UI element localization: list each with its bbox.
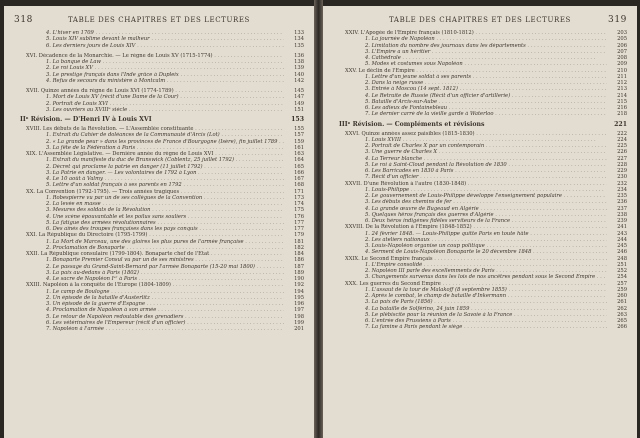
toc-line-page: 181 (294, 238, 304, 245)
toc-line-text: 4. Le Retraite de Russie (Récit d'un officier d'artillerie) . . . (335, 93, 607, 99)
toc-line-page: 133 (294, 30, 304, 36)
toc-line-text: 3. Le prestige français dans l'Inde grâce à Dupleix . . . (16, 72, 284, 78)
toc-line-page: 138 (294, 59, 304, 65)
toc-line-page: 184 (294, 251, 304, 257)
toc-line-page: 222 (617, 130, 627, 137)
toc-line-text: 5. Lettre d'un soldat français à ses parents en 1792 . . . (16, 182, 284, 188)
toc-line-text: 6. L'entrée des Prussiens à Paris . . . (335, 318, 607, 324)
left-page-number: 318 (14, 15, 33, 25)
toc-line-text: 3. Entrée à Moscou (14 sept. 1812) . . . (335, 86, 607, 92)
toc-line-page: 248 (617, 255, 627, 262)
toc-line-page: 241 (617, 224, 627, 231)
toc-line-text: 1. Mort de Louis XV (récit d'une Dame de la Cour) . . . (16, 94, 284, 100)
toc-line-page: 266 (617, 324, 627, 331)
toc-line-text: 3. Une guerre de Charles X . . . (335, 149, 607, 155)
toc-line-page: 167 (294, 176, 304, 182)
toc-line-page: 135 (294, 42, 304, 49)
toc-line-page: 190 (294, 276, 304, 282)
toc-line-text: XXIX. Le Second Empire français . . . (335, 256, 607, 262)
toc-line-text: 1. Extrait du manifeste du duc de Brunswick (Coblentz, 25 juillet 1792) . . . (16, 157, 284, 163)
toc-line-text: 4. Refus de secours du ministère à Montcalm . . . (16, 78, 284, 84)
toc-line-page: 228 (617, 161, 627, 168)
toc-line-page: 237 (617, 205, 627, 212)
toc-line-text: 1. Extrait du Cahier de doléances de la Communauté d'Arcis (Lot) . . . (16, 132, 284, 138)
toc-line-text: XVIII. Les débuts de la Révolution. — L'Assemblée constituante . . . (16, 126, 284, 132)
toc-line-text: 7. Napoléon à l'armée . . . (16, 326, 284, 332)
toc-line-page: 225 (617, 143, 627, 149)
toc-line-page: 198 (294, 313, 304, 320)
toc-line-page: 218 (617, 111, 627, 118)
toc-line-text: 4. Serment de Louis-Napoléon Bonaparte le 20 décembre 1848 . . . (335, 249, 607, 255)
toc-line-text: 2. « La grande peur » dans les provinces de France d'Bourgogne (Isère), fin juillet 1789 . . . (16, 139, 284, 145)
toc-line-page: 197 (294, 307, 304, 314)
toc-line-text: IIᵉ Révision. — D'Henri IV à Louis XVI (20, 116, 152, 123)
toc-line-page: 166 (294, 169, 304, 176)
toc-line-text: 4. La grande œuvre de Bugeaud en Algérie . . . (335, 206, 607, 212)
toc-line-text: 3. L'Empire a un héritier . . . (335, 49, 607, 55)
toc-line-text: 4. Proclamation de Napoléon à son armée . . . (16, 307, 284, 313)
left-running-title: TABLE DES CHAPITRES ET DES LECTURES (68, 16, 250, 24)
toc-line-text: XXII. La République consulaire (1799-1804). Bonaparte chef de l'État . . . (16, 251, 284, 257)
toc-line-page: 199 (294, 319, 304, 326)
toc-line-text: 3. Changements survenus dans les lois de nos ancêtres pendant sous le Second Empire . . . (335, 274, 607, 280)
toc-line-text: XXVII. D'une Révolution à l'autre (1830-1848) . . . (335, 181, 607, 187)
toc-line-page: 203 (617, 30, 627, 36)
toc-line-text: 5. Le roi à Saint-Cloud pendant la Révolution de 1830 . . . (335, 162, 607, 168)
toc-line-page: 182 (294, 244, 304, 251)
toc-line-text: XVII. Quinze années du règne de Louis XVI (1774-1789) . . . (16, 88, 284, 94)
toc-line-text: 1. L'assaut de la tour de Malakoff (8 septembre 1855) . . . (335, 287, 607, 293)
toc-line-text: 6. Les adieux de Fontainebleau . . . (335, 105, 607, 111)
right-running-title: TABLE DES CHAPITRES ET DES LECTURES (389, 16, 571, 24)
toc-line-page: 149 (294, 100, 304, 107)
toc-line-text: XXI. La République du Directoire (1795-1799) . . . (16, 232, 284, 238)
toc-line-text: XXV. Le déclin de l'Empire . . . (335, 68, 607, 74)
toc-line-text: 3. Louis-Napoléon organise un coup politique . . . (335, 243, 607, 249)
toc-line-page: 236 (617, 199, 627, 206)
toc-line-page: 210 (617, 67, 627, 74)
toc-line-text: 3. Un épisode de la guerre d'Espagne . . . (16, 301, 284, 307)
toc-line-page: 239 (617, 218, 627, 224)
toc-line-page: 230 (617, 174, 627, 181)
toc-line-page: 179 (294, 232, 304, 239)
toc-line-page: 168 (294, 182, 304, 189)
toc-line-page: 176 (294, 213, 304, 220)
toc-line-text: 1. Le camp de Boulogne . . . (16, 289, 284, 295)
toc-line-page: 232 (617, 180, 627, 187)
toc-line-page: 163 (294, 151, 304, 157)
toc-line-text: 2. Décret qui proclame la patrie en danger (11 juillet 1792) . . . (16, 164, 284, 170)
toc-line-page: 177 (294, 219, 304, 226)
toc-line-page: 224 (617, 136, 627, 143)
toc-line-page: 229 (617, 168, 627, 174)
toc-line-text: 3. La paix de Paris (1856) . . . (335, 299, 607, 305)
toc-line-page: 252 (617, 268, 627, 274)
toc-line-text: XX. La Convention (1792-1795). — Trois années tragiques . . . (16, 189, 284, 195)
toc-line-page: 209 (617, 61, 627, 68)
toc-line-page: 214 (617, 92, 627, 99)
toc-line-text: 5. Modes et costumes sous Napoléon . . . (335, 61, 607, 67)
toc-line-text: 2. Proclamation de Bonaparte . . . (16, 245, 284, 251)
toc-line-page: 196 (294, 301, 304, 307)
toc-line-text: 2. Le roi Louis XV . . . (16, 65, 284, 71)
toc-line-page: 175 (294, 207, 304, 214)
toc-line-page: 261 (617, 299, 627, 306)
toc-line-page: 212 (617, 80, 627, 86)
toc-line-text: XXIV. L'Apogée de l'Empire français (1810-1812) . . . (335, 30, 607, 36)
toc-line-text: 2. Un épisode de la bataille d'Austerlitz . . . (16, 295, 284, 301)
toc-line-page: 171 (294, 188, 304, 195)
toc-line-page: 211 (617, 73, 627, 80)
toc-line-text: XXX. Les guerres du Second Empire . . . (335, 281, 607, 287)
right-page (323, 6, 637, 438)
toc-line-text: IIIᵉ Révision. — Compléments et révisions (339, 120, 485, 128)
toc-line-page: 208 (617, 55, 627, 61)
toc-line-text: 4. Cathédrale . . . (335, 55, 607, 61)
toc-entry (16, 326, 304, 332)
toc-line-page: 265 (617, 318, 627, 324)
toc-line-text: 2. La levée en masse . . . (16, 201, 284, 207)
toc-line-text: 3. La fête de la Fédération à Paris . . . (16, 145, 284, 151)
toc-entry (335, 324, 627, 330)
toc-line-text: 7. La famine à Paris pendant le siège . . . (335, 324, 607, 330)
toc-line-page: 260 (617, 293, 627, 299)
toc-line-page: 215 (617, 98, 627, 105)
toc-line-page: 254 (617, 274, 627, 281)
toc-line-page: 155 (294, 126, 304, 132)
toc-line-page: 187 (294, 263, 304, 270)
toc-line-text: 6. Deux héros indigènes fidèles serviteurs de la France . . . (335, 218, 607, 224)
toc-line-page: 134 (294, 36, 304, 43)
toc-line-page: 201 (294, 326, 304, 332)
toc-line-text: 5. Louis XIV sublime devant le malheur . . . (16, 36, 284, 42)
toc-line-text: 3. La Patrie en danger. — Les volontaires de 1792 à Lyon . . . (16, 170, 284, 176)
toc-line-text: 2. Portrait de Charles X par un contemporain . . . (335, 143, 607, 149)
toc-line-text: 4. Le sacre de Napoléon Iᵉʳ à Paris . . . (16, 276, 284, 282)
toc-line-page: 207 (617, 48, 627, 55)
toc-line-page: 245 (617, 243, 627, 249)
toc-line-text: 5. La fatigue des armées révolutionnaires . . . (16, 220, 284, 226)
toc-line-page: 189 (294, 269, 304, 276)
toc-line-text: 2. Les ateliers nationaux . . . (335, 237, 607, 243)
toc-line-text: 3. Les débuts des chemins de fer . . . (335, 199, 607, 205)
left-toc-list (16, 30, 304, 434)
toc-line-page: 213 (617, 86, 627, 93)
toc-line-text: 6. Des aînés des troupes françaises dans les pays conquis . . . (16, 226, 284, 232)
toc-line-page: 147 (294, 94, 304, 101)
toc-line-page: 259 (617, 286, 627, 293)
toc-line-page: 153 (291, 116, 304, 123)
toc-line-text: 7. Le dernier carré de la vieille garde à Waterloo . . . (335, 111, 607, 117)
toc-line-page: 159 (294, 138, 304, 145)
toc-line-text: 1. Lettre d'un jeune soldat à ses parents . . . (335, 74, 607, 80)
toc-line-page: 206 (617, 42, 627, 49)
toc-line-text: 4. Une scène épouvantable et les poilus sans souliers . . . (16, 214, 284, 220)
toc-line-text: 1. Louis-Philippe . . . (335, 187, 607, 193)
toc-line-page: 164 (294, 157, 304, 164)
toc-line-text: 5. Quelques hêros français des guerres d'Algérie . . . (335, 212, 607, 218)
toc-line-page: 139 (294, 65, 304, 72)
toc-line-text: 6. Les derniers jours de Louis XIV . . . (16, 43, 284, 49)
toc-line-text: 4. La Terreur blanche . . . (335, 156, 607, 162)
toc-line-text: 7. Récit d'un officier . . . (335, 174, 607, 180)
toc-line-text: 5. Le retour de Napoléon redoutable des grenadiers . . . (16, 314, 284, 320)
toc-line-page: 194 (294, 288, 304, 295)
toc-line-page: 226 (617, 149, 627, 156)
toc-line-text: 2. Napoléon III parle des excellemments de Paris . . . (335, 268, 607, 274)
toc-line-page: 195 (294, 294, 304, 301)
toc-line-text: 4. La bataille de Solférino, 24 juin 1859 . . . (335, 306, 607, 312)
toc-line-page: 157 (294, 132, 304, 139)
toc-part-heading (335, 118, 627, 131)
toc-line-page: 244 (617, 236, 627, 243)
toc-line-text: 2. Dans la neige russe . . . (335, 80, 607, 86)
toc-line-page: 243 (617, 230, 627, 237)
toc-line-page: 136 (294, 52, 304, 59)
toc-line-page: 174 (294, 201, 304, 207)
toc-line-text: 1. 24 février 1848. — Louis-Philippe quitte Paris en toute hâte . . . (335, 231, 607, 237)
toc-line-text: XXVI. Quinze années assez paisibles (1815-1830) . . . (335, 131, 607, 137)
toc-line-text: 1. Louis XVIII . . . (335, 137, 607, 143)
right-toc-list (335, 30, 627, 434)
toc-line-page: 262 (617, 305, 627, 312)
toc-line-text: 3. Mesures des soldats de la Révolution . . . (16, 207, 284, 213)
toc-line-page: 246 (617, 249, 627, 256)
toc-line-page: 251 (617, 261, 627, 268)
toc-line-text: 1. Robespierre vu par un de ses collègues de la Convention . . . (16, 195, 284, 201)
toc-line-text: 1. La Mort de Marceau, une des gloires les plus pures de l'armée française . . . (16, 239, 284, 245)
toc-line-page: 234 (617, 186, 627, 193)
toc-line-page: 161 (294, 144, 304, 151)
left-page (4, 6, 314, 438)
toc-line-text: 6. Les vétérinaires de l'Empereur (récit d'un officier) . . . (16, 320, 284, 326)
right-page-header (333, 16, 627, 26)
toc-line-text: 2. Portrait de Louis XVI . . . (16, 101, 284, 107)
toc-line-page: 205 (617, 36, 627, 43)
toc-line-text: 1. Bonaparte Premier Consul vu par un de ses ministres . . . (16, 257, 284, 263)
book-gutter (314, 0, 323, 438)
toc-line-text: 1. L'Empire consolidé . . . (335, 262, 607, 268)
toc-line-text: 6. Les Barricades en 1830 à Paris . . . (335, 168, 607, 174)
toc-line-text: 1. La banque de Law . . . (16, 59, 284, 65)
toc-line-text: 2. Le gouvernement de Louis-Philippe développe l'enseignement populaire . . . (335, 193, 607, 199)
toc-line-page: 221 (614, 120, 627, 128)
toc-line-text: XXIII. Napoléon à la conquête de l'Europe (1804-1809) . . . (16, 282, 284, 288)
toc-line-page: 165 (294, 163, 304, 170)
toc-line-text: 5. Le plébiscite pour la réunion de la Savoie à la France . . . (335, 312, 607, 318)
toc-line-page: 186 (294, 257, 304, 264)
toc-line-page: 257 (617, 280, 627, 287)
toc-line-text: 4. L'hiver en 1709 . . . (16, 30, 284, 36)
toc-line-page: 145 (294, 88, 304, 94)
toc-line-page: 142 (294, 77, 304, 84)
toc-line-page: 235 (617, 193, 627, 199)
toc-line-page: 177 (294, 226, 304, 232)
toc-line-page: 140 (294, 71, 304, 78)
toc-line-page: 263 (617, 311, 627, 318)
toc-line-text: 4. Le 10 août à Valmy . . . (16, 176, 284, 182)
toc-line-text: XXVIII. De la Révolution à l'Empire (1848-1852) . . . (335, 224, 607, 230)
toc-line-text: 3. La paix au-dedans à Paris (1802) . . . (16, 270, 284, 276)
toc-line-page: 192 (294, 282, 304, 289)
toc-line-page: 151 (294, 106, 304, 113)
toc-part-heading (16, 113, 304, 126)
left-page-header (14, 16, 304, 26)
toc-line-page: 173 (294, 194, 304, 201)
toc-line-text: 3. Les ouvriers au XVIIIᵉ siècle . . . (16, 107, 284, 113)
right-page-number: 319 (608, 15, 627, 25)
toc-line-text: 5. Bataille d'Arcis-sur-Aube . . . (335, 99, 607, 105)
toc-line-page: 238 (617, 211, 627, 218)
toc-line-page: 216 (617, 105, 627, 111)
toc-line-text: 2. Le passage du Grand-Saint-Bernard par l'armée Bonaparte (15-20 mai 1800) . . . (16, 264, 284, 270)
toc-line-page: 227 (617, 155, 627, 162)
toc-line-text: 1. La journée de Napoléon . . . (335, 36, 607, 42)
toc-line-text: 2. Limitation du nombre des journaux dans les départements . . . (335, 43, 607, 49)
toc-line-text: XVI. Décadence de la Monarchie. — Le règne de Louis XV (1715-1774) . . . (16, 53, 284, 59)
toc-line-text: XIX. L'Assemblée Législative. — Dernière année du règne de Louis XVI . . . (16, 151, 284, 157)
toc-line-text: 2. Après le combat, le champ de bataille d'Inkermann . . . (335, 293, 607, 299)
